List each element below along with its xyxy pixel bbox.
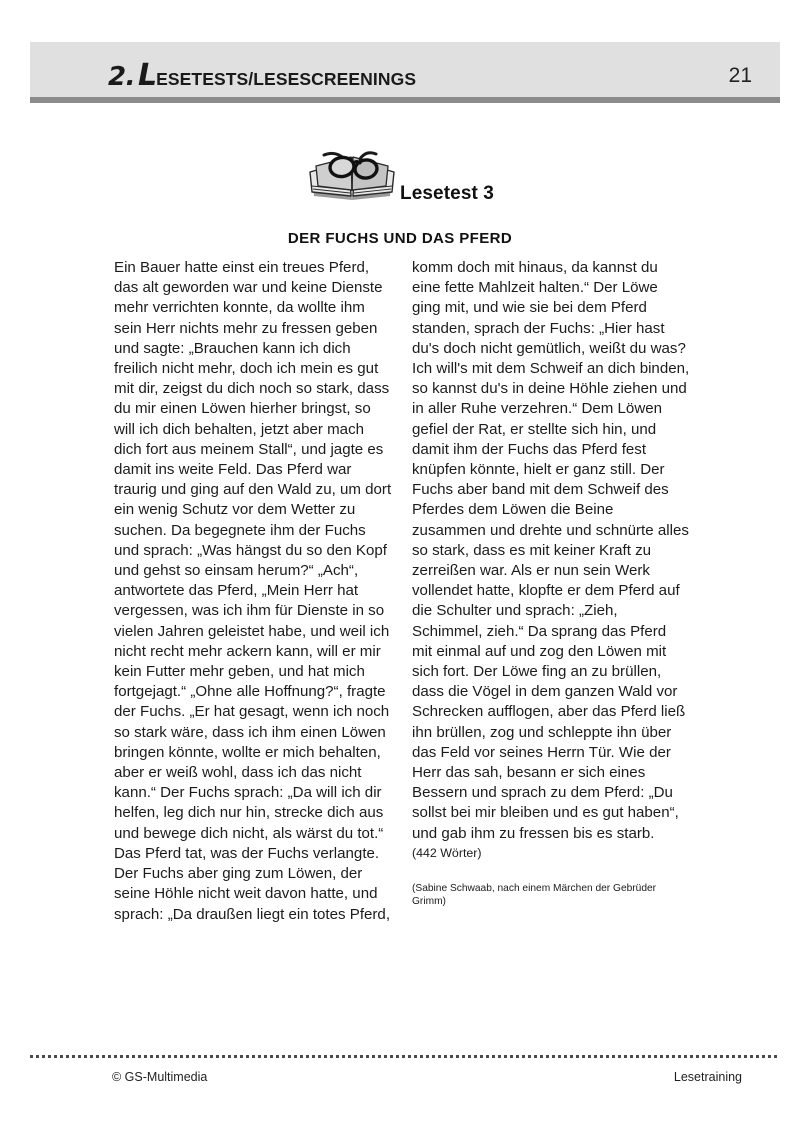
footer-copyright: © GS-Multimedia xyxy=(112,1070,208,1084)
footer-dotted-rule xyxy=(30,1055,780,1058)
word-count: (442 Wörter) xyxy=(412,845,482,860)
chapter-header-bar xyxy=(30,42,780,103)
chapter-number: 2. xyxy=(108,62,135,92)
footer-row xyxy=(30,1070,780,1084)
story-body-columns xyxy=(114,258,690,925)
lesetest-heading xyxy=(0,143,800,211)
chapter-header-inner xyxy=(30,42,780,97)
page-number: 21 xyxy=(728,64,752,87)
story-text-right: komm doch mit hinaus, da kannst du eine fette Mahlzeit halten.“ Der Löwe ging mit, und wie sie bei dem Pferd standen, sprach der Fuchs: „Hier hast du's doch nicht gemütlich, weißt du was? Ich will's mit dem Schweif an dich binden, so kannst du's in deine Höhle ziehen und in aller Ruhe verzehren.“ Dem Löwen gefiel der Rat, er stellte sich hin, und damit ihm der Fuchs das Pferd fest knüpfen könnte, hielt er ganz still. Der Fuchs aber band mit dem Schweif des Pferdes dem Löwen die Beine zusammen und drehte und schnürte alles so stark, dass es mit keiner Kraft zu zerreißen war. Als er nun sein Werk vollendet hatte, klopfte er dem Pferd auf die Schulter und sprach: „Zieh, Schimmel, zieh.“ Da sprang das Pferd mit einmal auf und zog den Löwen mit sich fort. Der Löwe fing an zu brüllen, dass die Vögel in dem ganzen Wald vor Schrecken aufflogen, aber das Pferd ließ ihn brüllen, zog und schleppte ihn über das Feld vor seines Herrn Tür. Wie der Herr das sah, besann er sich eines Bessern und sprach zu dem Pferd: „Du sollst bei mir bleiben und es gut haben“, und gab ihm zu fressen bis es starb. xyxy=(412,259,690,842)
story-credit: (Sabine Schwaab, nach einem Märchen der Gebrüder Grimm) xyxy=(412,882,657,908)
story-text-left: Ein Bauer hatte einst ein treues Pferd, das alt geworden war und keine Dienste mehr verrichten konnte, da wollte ihm sein Herr nichts mehr zu fressen geben und sagte: „Brauchen kann ich dich freilich nicht mehr, doch ich mein es gut mit dir, zeigst du dich noch so stark, dass du mir einen Löwen hierher bringst, so will ich dich behalten, jetzt aber mach dich fort aus meinem Stall“, und jagte es damit ins weite Feld. Das Pferd war traurig und ging auf den Wald zu, um dort ein wenig Schutz vor dem Wetter zu suchen. Da begegnete ihm der Fuchs und sprach: „Was hängst du so den Kopf und gehst so einsam herum?“ „Ach“, antwortete das Pferd, „Mein Herr hat vergessen, was ich ihm für Dienste in so vielen Jahren geleistet habe, und weil ich nicht recht mehr ackern kann, will er mir kein Futter mehr geben, und hat mich fortgejagt.“ „Ohne alle Hoffnung?“, fragte der Fuchs. „Er hat gesagt, wenn ich noch so stark wäre, dass ich ihm einen Löwen bringen könnte, wollte er mich behalten, aber er weiß wohl, dass ich das nicht kann.“ Der Fuchs sprach: „Da will ich dir helfen, leg dich nur hin, strecke dich aus und bewege dich nicht, als wärst du tot.“ Das Pferd tat, was der Fuchs verlangte. Der Fuchs aber ging zum Löwen, der seine Höhle nicht weit davon hatte, und sprach: „Da draußen liegt ein totes Pferd, xyxy=(114,259,392,923)
story-column-right xyxy=(412,258,690,925)
footer-section: Lesetraining xyxy=(673,1070,742,1084)
story-title: DER FUCHS UND DAS PFERD xyxy=(287,230,513,247)
open-book-with-glasses-icon xyxy=(306,146,398,208)
page-footer xyxy=(30,1055,780,1084)
chapter-title xyxy=(108,58,417,93)
story-column-left xyxy=(114,258,392,925)
chapter-initial-cap: L xyxy=(137,58,157,93)
lesetest-label: Lesetest 3 xyxy=(400,183,494,204)
chapter-title-text: ESETESTS/LESESCREENINGS xyxy=(156,69,417,89)
